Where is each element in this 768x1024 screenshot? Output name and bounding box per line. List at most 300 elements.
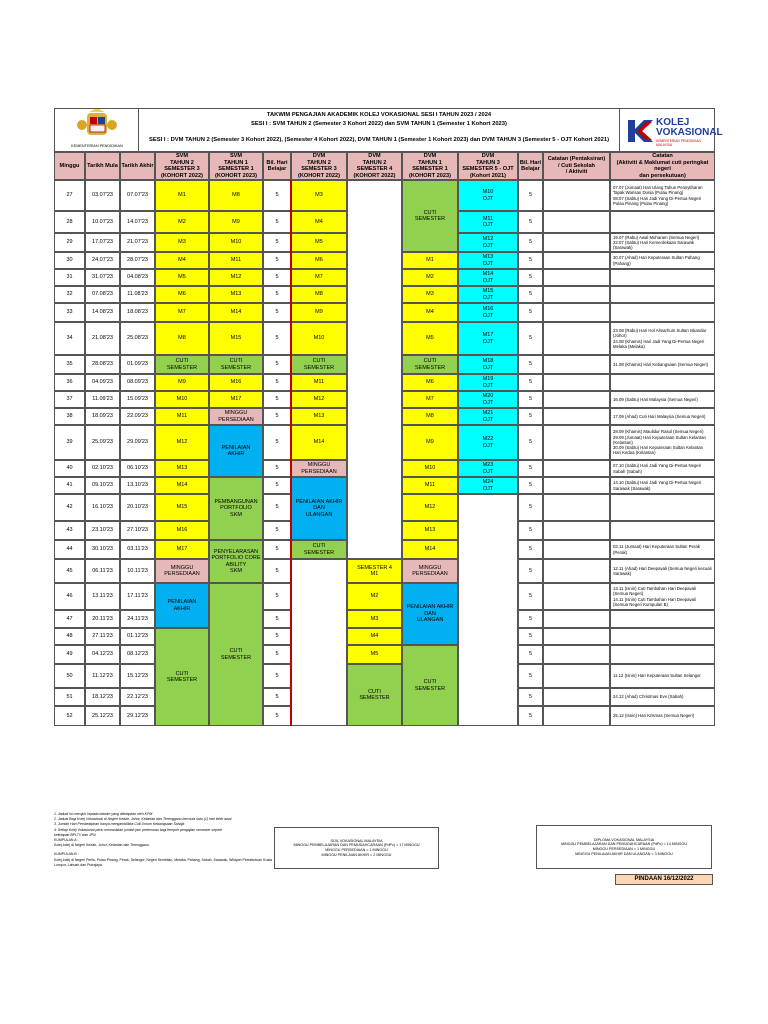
assessment-note-cell <box>543 269 610 286</box>
week-number: 34 <box>54 322 85 355</box>
footnote-line: KUMPULAN B : <box>54 852 79 857</box>
svm-study-days: 5 <box>263 425 291 460</box>
week-number: 29 <box>54 233 85 252</box>
week-number: 47 <box>54 610 85 628</box>
schedule-cell: CUTI SEMESTER <box>402 180 458 252</box>
end-date: 20.10'23 <box>120 494 155 521</box>
week-number: 40 <box>54 460 85 477</box>
schedule-cell: PENYELARASAN PORTFOLIO CORE ABILITY SKM <box>209 540 263 583</box>
holiday-note <box>610 211 715 233</box>
dvm-study-days: 5 <box>518 688 543 706</box>
holiday-note: 11.12 (Isnin) Hari Keputeraan Sultan Selangor <box>610 664 715 688</box>
schedule-cell: CUTI SEMESTER <box>155 355 209 374</box>
start-date: 28.08'23 <box>85 355 120 374</box>
schedule-cell: M5 <box>347 645 402 664</box>
schedule-cell: M21 OJT <box>458 408 518 425</box>
schedule-cell: M2 <box>155 211 209 233</box>
assessment-note-cell <box>543 494 610 521</box>
schedule-cell: MINGGU PERSEDIAAN <box>402 559 458 583</box>
schedule-cell: M15 <box>209 322 263 355</box>
assessment-note-cell <box>543 688 610 706</box>
schedule-cell: M1 <box>402 252 458 269</box>
footer-notes <box>54 812 274 882</box>
schedule-cell: M15 OJT <box>458 286 518 303</box>
column-header: SVM TAHUN 1 SEMESTER 1 (KOHORT 2023) <box>209 152 263 180</box>
dvm-study-days: 5 <box>518 610 543 628</box>
assessment-note-cell <box>543 706 610 726</box>
assessment-note-cell <box>543 559 610 583</box>
svm-study-days: 5 <box>263 303 291 322</box>
schedule-cell: M4 <box>347 628 402 645</box>
title-line-1: TAKWIM PENGAJIAN AKADEMIK KOLEJ VOKASIONAL SESI I TAHUN 2023 / 2024 <box>266 112 492 119</box>
start-date: 30.10'23 <box>85 540 120 559</box>
schedule-cell: M19 OJT <box>458 374 518 391</box>
schedule-cell: M3 <box>347 610 402 628</box>
schedule-cell: M5 <box>402 322 458 355</box>
week-number: 32 <box>54 286 85 303</box>
holiday-note: 24.12 (Ahad) Christmas Eve (Sabah) <box>610 688 715 706</box>
divider-rule <box>290 180 292 726</box>
end-date: 15.12'23 <box>120 664 155 688</box>
holiday-note: 13.11 (Isnin) Cuti Tambahan Hari Deepavali (Semua Negeri) 14.11 (Isnin) Cuti Tambahan Hari Deepavali (Semua Negeri Kumpulan B) <box>610 583 715 610</box>
schedule-cell: M18 OJT <box>458 355 518 374</box>
holiday-note: 23.08 (Rabu) Hari Hol Almarhum Sultan Iskandar (Johor) 24.08 (Khamis) Hari Jadi Yang Di-Pertua Negeri Melaka (Melaka) <box>610 322 715 355</box>
schedule-cell: PENILAIAN AKHIR DAN ULANGAN <box>402 583 458 645</box>
schedule-cell: M8 <box>291 286 347 303</box>
start-date: 27.11'23 <box>85 628 120 645</box>
svm-study-days: 5 <box>263 180 291 211</box>
schedule-cell: PEMBANGUNAN PORTFOLIO SKM <box>209 477 263 540</box>
schedule-cell: M17 OJT <box>458 322 518 355</box>
column-header: Catatan (Pentaksiran) / Cuti Sekolah / Aktiviti <box>543 152 610 180</box>
start-date: 04.12'23 <box>85 645 120 664</box>
logo-kolej-text: KOLEJ <box>656 117 690 128</box>
schedule-cell: PENILAIAN AKHIR DAN ULANGAN <box>291 477 347 540</box>
ministry-logo <box>55 109 139 153</box>
column-header: Bil. Hari Belajar <box>263 152 291 180</box>
dvm-summary-box: DIPLOMA VOKASIONAL MALAYSIA MINGGU PEMBELAJARAN DAN PEMUDAHCARAAN (PdPc) = 14 MINGGU MINGGU PERSEDIAAN = 1 MINGGU MINGGU PENILAIAN AKHIR DAN ULANGAN = 3 MINGGU <box>536 825 712 869</box>
schedule-cell: CUTI SEMESTER <box>291 355 347 374</box>
schedule-cell: M14 OJT <box>458 269 518 286</box>
week-number: 49 <box>54 645 85 664</box>
column-header: Catatan (Aktiviti & Maklumat cuti peringkat negeri dan persekutuan) <box>610 152 715 180</box>
schedule-cell: M11 <box>291 374 347 391</box>
start-date: 16.10'23 <box>85 494 120 521</box>
schedule-cell: M14 <box>291 425 347 460</box>
column-header: SVM TAHUN 2 SEMESTER 3 (KOHORT 2022) <box>155 152 209 180</box>
assessment-note-cell <box>543 521 610 540</box>
schedule-cell: M2 <box>347 583 402 610</box>
dvm-study-days: 5 <box>518 645 543 664</box>
schedule-cell: CUTI SEMESTER <box>291 540 347 559</box>
start-date: 02.10'23 <box>85 460 120 477</box>
schedule-cell: MINGGU PERSEDIAAN <box>155 559 209 583</box>
schedule-cell <box>347 180 402 559</box>
week-number: 37 <box>54 391 85 408</box>
holiday-note: 31.08 (Khamis) Hari Kebangsaan (Semua Negeri) <box>610 355 715 374</box>
start-date: 24.07'23 <box>85 252 120 269</box>
end-date: 21.07'23 <box>120 233 155 252</box>
end-date: 25.08'23 <box>120 322 155 355</box>
svm-study-days: 5 <box>263 391 291 408</box>
schedule-cell: M13 <box>402 521 458 540</box>
holiday-note: 28.09 (Khamis) Maulidur Rasul (Semua Negeri) 29.09 (Jumaat) Hari Keputeraan Sultan Kelantan (Kelantan) 30.09 (Sabtu) Hari Keputeraan Sultan Kelantan Hari Kedua (Kelantan) <box>610 425 715 460</box>
week-number: 51 <box>54 688 85 706</box>
end-date: 24.11'23 <box>120 610 155 628</box>
footnote-line: ketetapan BPLTV dan JPN. <box>54 832 97 837</box>
schedule-cell: M15 <box>155 494 209 521</box>
pindaan-label: PINDAAN 16/12/2022 <box>615 874 713 885</box>
start-date: 13.11'23 <box>85 583 120 610</box>
end-date: 29.12'23 <box>120 706 155 726</box>
schedule-cell: M24 OJT <box>458 477 518 494</box>
svm-study-days: 5 <box>263 408 291 425</box>
dvm-study-days: 5 <box>518 269 543 286</box>
week-number: 28 <box>54 211 85 233</box>
dvm-study-days: 5 <box>518 477 543 494</box>
schedule-cell: M16 OJT <box>458 303 518 322</box>
assessment-note-cell <box>543 408 610 425</box>
footnote-line: Kolej-kolej di Negeri Perlis, Pulau Pinang, Perak, Selangor, Negeri Sembilan, Melaka, Pahang, Sabah, Sarawak, Wilayah Persekutuan Kuala Lumpur, Labuan dan Putrajaya <box>54 857 273 867</box>
assessment-note-cell <box>543 233 610 252</box>
svm-study-days: 5 <box>263 688 291 706</box>
schedule-cell: M6 <box>155 286 209 303</box>
schedule-cell: M9 <box>155 374 209 391</box>
column-header: DVM TAHUN 2 SEMESTER 3 (KOHORT 2022) <box>291 152 347 180</box>
schedule-cell: PENILAIAN AKHIR <box>155 583 209 628</box>
assessment-note-cell <box>543 211 610 233</box>
schedule-cell: M14 <box>209 303 263 322</box>
start-date: 09.10'23 <box>85 477 120 494</box>
end-date: 22.09'23 <box>120 408 155 425</box>
schedule-cell: M7 <box>402 391 458 408</box>
schedule-cell: M16 <box>155 521 209 540</box>
svm-study-days: 5 <box>263 706 291 726</box>
svm-study-days: 5 <box>263 540 291 559</box>
column-header: DVM TAHUN 2 SEMESTER 4 (KOHORT 2022) <box>347 152 402 180</box>
week-number: 38 <box>54 408 85 425</box>
title-block <box>54 108 723 152</box>
schedule-cell: M10 <box>155 391 209 408</box>
schedule-cell: M3 <box>291 180 347 211</box>
svm-study-days: 5 <box>263 583 291 610</box>
dvm-study-days: 5 <box>518 180 543 211</box>
start-date: 23.10'23 <box>85 521 120 540</box>
dvm-study-days: 5 <box>518 559 543 583</box>
dvm-study-days: 5 <box>518 540 543 559</box>
schedule-cell: M9 <box>209 211 263 233</box>
schedule-cell: M12 <box>402 494 458 521</box>
svm-study-days: 5 <box>263 211 291 233</box>
kv-mark-icon <box>626 118 656 144</box>
end-date: 04.08'23 <box>120 269 155 286</box>
week-number: 35 <box>54 355 85 374</box>
end-date: 11.08'23 <box>120 286 155 303</box>
dvm-study-days: 5 <box>518 521 543 540</box>
schedule-cell: M4 <box>402 303 458 322</box>
schedule-cell: M5 <box>155 269 209 286</box>
svm-study-days: 5 <box>263 374 291 391</box>
start-date: 06.11'23 <box>85 559 120 583</box>
schedule-cell: M5 <box>291 233 347 252</box>
week-number: 44 <box>54 540 85 559</box>
column-header: Tarikh Akhir <box>120 152 155 180</box>
holiday-note: 07.07 (Jumaat) Hari Ulang Tahun Perisytiharan Tapak Warisan Dunia (Pulau Pinang) 08.07 (Sabtu) Hari Jadi Yang Di-Pertua Negeri Pulau Pinang (Pulau Pinang) <box>610 180 715 211</box>
schedule-cell: M13 <box>291 408 347 425</box>
column-header: Minggu <box>54 152 85 180</box>
start-date: 31.07'23 <box>85 269 120 286</box>
holiday-note: 30.07 (Ahad) Hari Keputeraan Sultan Pahang (Pahang) <box>610 252 715 269</box>
assessment-note-cell <box>543 425 610 460</box>
svm-study-days: 5 <box>263 269 291 286</box>
dvm-study-days: 5 <box>518 583 543 610</box>
start-date: 11.12'23 <box>85 664 120 688</box>
end-date: 14.07'23 <box>120 211 155 233</box>
svm-study-days: 5 <box>263 610 291 628</box>
start-date: 04.09'23 <box>85 374 120 391</box>
svm-study-days: 5 <box>263 664 291 688</box>
schedule-cell: M14 <box>402 540 458 559</box>
schedule-cell: CUTI SEMESTER <box>209 355 263 374</box>
holiday-note: 17.09 (Ahad) Cuti Hari Malaysia (Semua Negeri) <box>610 408 715 425</box>
schedule-cell: M4 <box>291 211 347 233</box>
schedule-cell: M11 OJT <box>458 211 518 233</box>
holiday-note <box>610 610 715 628</box>
schedule-cell: M7 <box>155 303 209 322</box>
schedule-cell <box>291 559 347 726</box>
kolej-vokasional-logo <box>619 109 723 153</box>
assessment-note-cell <box>543 645 610 664</box>
logo-sub-text: KEMENTERIAN PENDIDIKAN MALAYSIA <box>656 139 701 147</box>
schedule-cell: M14 <box>155 477 209 494</box>
end-date: 08.09'23 <box>120 374 155 391</box>
schedule-cell: M10 OJT <box>458 180 518 211</box>
dvm-study-days: 5 <box>518 286 543 303</box>
column-header: Tarikh Mula <box>85 152 120 180</box>
week-number: 41 <box>54 477 85 494</box>
holiday-note <box>610 521 715 540</box>
schedule-cell: M2 <box>402 269 458 286</box>
title-line-2: SESI I : SVM TAHUN 2 (Semester 3 Kohort 2022) dan SVM TAHUN 1 (Semester 1 Kohort 2023) <box>251 121 507 128</box>
start-date: 25.09'23 <box>85 425 120 460</box>
holiday-note: 25.12 (Isnin) Hari Krismas (Semua Negeri) <box>610 706 715 726</box>
dvm-study-days: 5 <box>518 664 543 688</box>
week-number: 39 <box>54 425 85 460</box>
assessment-note-cell <box>543 286 610 303</box>
week-number: 42 <box>54 494 85 521</box>
start-date: 03.07'23 <box>85 180 120 211</box>
svm-study-days: 5 <box>263 322 291 355</box>
end-date: 01.12'23 <box>120 628 155 645</box>
holiday-note <box>610 269 715 286</box>
schedule-cell: M4 <box>155 252 209 269</box>
schedule-cell: MINGGU PERSEDIAAN <box>291 460 347 477</box>
week-number: 48 <box>54 628 85 645</box>
end-date: 10.11'23 <box>120 559 155 583</box>
schedule-cell: M12 OJT <box>458 233 518 252</box>
schedule-cell: M20 OJT <box>458 391 518 408</box>
week-number: 30 <box>54 252 85 269</box>
assessment-note-cell <box>543 180 610 211</box>
dvm-study-days: 5 <box>518 355 543 374</box>
holiday-note: 16.09 (Sabtu) Hari Malaysia (Semua Negeri) <box>610 391 715 408</box>
schedule-cell: M6 <box>291 252 347 269</box>
svm-study-days: 5 <box>263 460 291 477</box>
schedule-cell: M17 <box>209 391 263 408</box>
assessment-note-cell <box>543 610 610 628</box>
assessment-note-cell <box>543 322 610 355</box>
schedule-cell: M9 <box>291 303 347 322</box>
schedule-cell: M11 <box>209 252 263 269</box>
svm-study-days: 5 <box>263 233 291 252</box>
footnote-line: Kolej-kolej di Negeri Kedah, Johor, Kelantan dan Terengganu. <box>54 843 150 848</box>
week-number: 36 <box>54 374 85 391</box>
dvm-study-days: 5 <box>518 494 543 521</box>
schedule-cell: M23 OJT <box>458 460 518 477</box>
dvm-study-days: 5 <box>518 628 543 645</box>
title-line-3: SESI I : DVM TAHUN 2 (Semester 3 Kohort 2022), (Semester 4 Kohort 2022), DVM TAHUN 1 (Semester 1 Kohort 2023) dan DVM TAHUN 3 (Semester 5 - OJT Kohort 2021) <box>149 137 609 143</box>
end-date: 08.12'23 <box>120 645 155 664</box>
dvm-study-days: 5 <box>518 374 543 391</box>
end-date: 15.09'23 <box>120 391 155 408</box>
svm-study-days: 5 <box>263 355 291 374</box>
end-date: 18.08'23 <box>120 303 155 322</box>
holiday-note <box>610 645 715 664</box>
schedule-cell: CUTI SEMESTER <box>155 628 209 726</box>
start-date: 25.12'23 <box>85 706 120 726</box>
assessment-note-cell <box>543 477 610 494</box>
dvm-study-days: 5 <box>518 233 543 252</box>
schedule-cell: M10 <box>291 322 347 355</box>
schedule-cell: M13 OJT <box>458 252 518 269</box>
schedule-cell: M9 <box>402 425 458 460</box>
footnote-line: 3. Jumlah Hari Pembelajaran hanya mengambilkira Cuti Umum Kebangsaan Sahaja <box>54 822 185 827</box>
holiday-note: 19.07 (Rabu) Awal Muharam (Semua Negeri) 22.07 (Sabtu) Hari Kemerdekaan Sarawak (Sarawak) <box>610 233 715 252</box>
schedule-cell: M11 <box>402 477 458 494</box>
dvm-study-days: 5 <box>518 322 543 355</box>
svm-study-days: 5 <box>263 477 291 494</box>
schedule-cell: CUTI SEMESTER <box>402 645 458 726</box>
dvm-study-days: 5 <box>518 408 543 425</box>
week-number: 50 <box>54 664 85 688</box>
logo-vokasional-text: VOKASIONAL <box>656 127 723 138</box>
schedule-cell: M10 <box>209 233 263 252</box>
assessment-note-cell <box>543 583 610 610</box>
dvm-study-days: 5 <box>518 706 543 726</box>
footnote-line: KUMPULAN A : <box>54 838 79 843</box>
end-date: 07.07'23 <box>120 180 155 211</box>
schedule-cell: PENILAIAN AKHIR <box>209 425 263 477</box>
svm-study-days: 5 <box>263 628 291 645</box>
schedule-cell: M12 <box>155 425 209 460</box>
end-date: 29.09'23 <box>120 425 155 460</box>
end-date: 03.11'23 <box>120 540 155 559</box>
end-date: 22.12'23 <box>120 688 155 706</box>
schedule-cell: M17 <box>155 540 209 559</box>
holiday-note <box>610 628 715 645</box>
column-header: DVM TAHUN 3 SEMESTER 5 - OJT (Kohort 2021) <box>458 152 518 180</box>
start-date: 07.08'23 <box>85 286 120 303</box>
dvm-study-days: 5 <box>518 460 543 477</box>
start-date: 11.09'23 <box>85 391 120 408</box>
schedule-cell: CUTI SEMESTER <box>209 583 263 726</box>
svm-study-days: 5 <box>263 252 291 269</box>
end-date: 13.10'23 <box>120 477 155 494</box>
assessment-note-cell <box>543 628 610 645</box>
schedule-cell: M22 OJT <box>458 425 518 460</box>
schedule-cell: M7 <box>291 269 347 286</box>
week-number: 27 <box>54 180 85 211</box>
schedule-cell: M8 <box>155 322 209 355</box>
assessment-note-cell <box>543 355 610 374</box>
column-header: Bil. Hari Belajar <box>518 152 543 180</box>
svm-study-days: 5 <box>263 494 291 521</box>
schedule-cell: M3 <box>402 286 458 303</box>
schedule-cell: M3 <box>155 233 209 252</box>
calendar-sheet <box>54 108 723 810</box>
week-number: 31 <box>54 269 85 286</box>
schedule-cell: CUTI SEMESTER <box>347 664 402 726</box>
dvm-study-days: 5 <box>518 391 543 408</box>
assessment-note-cell <box>543 374 610 391</box>
week-number: 43 <box>54 521 85 540</box>
dvm-study-days: 5 <box>518 211 543 233</box>
schedule-cell: M12 <box>291 391 347 408</box>
start-date: 10.07'23 <box>85 211 120 233</box>
schedule-cell: M8 <box>209 180 263 211</box>
week-number: 45 <box>54 559 85 583</box>
start-date: 18.09'23 <box>85 408 120 425</box>
svm-summary-box: SIJIL VOKASIONAL MALAYSIA MINGGU PEMBELAJARAN DAN PEMUDAHCARAAN (PdPc) = 17 MINGGU MINGGU PERSEDIAAN = 1 MINGGU MINGGU PENILAIAN AKHIR = 2 MINGGU <box>274 827 439 869</box>
schedule-cell: M6 <box>402 374 458 391</box>
week-number: 52 <box>54 706 85 726</box>
week-number: 33 <box>54 303 85 322</box>
schedule-cell: M1 <box>155 180 209 211</box>
holiday-note <box>610 494 715 521</box>
schedule-cell: M8 <box>402 408 458 425</box>
svm-study-days: 5 <box>263 645 291 664</box>
dvm-study-days: 5 <box>518 303 543 322</box>
ministry-label: KEMENTERIAN PENDIDIKAN <box>71 143 123 148</box>
assessment-note-cell <box>543 664 610 688</box>
holiday-note: 12.11 (Ahad) Hari Deepavali (Semua Negeri kecuali Sarawak) <box>610 559 715 583</box>
end-date: 28.07'23 <box>120 252 155 269</box>
dvm-study-days: 5 <box>518 252 543 269</box>
start-date: 18.12'23 <box>85 688 120 706</box>
schedule-cell: M12 <box>209 269 263 286</box>
svm-study-days: 5 <box>263 559 291 583</box>
schedule-cell: M16 <box>209 374 263 391</box>
schedule-cell: M13 <box>155 460 209 477</box>
assessment-note-cell <box>543 303 610 322</box>
schedule-cell <box>458 494 518 726</box>
start-date: 14.08'23 <box>85 303 120 322</box>
start-date: 17.07'23 <box>85 233 120 252</box>
footnote-line: 4. Setiap Kolej Vokasional perlu memastikan jumlah jam pertemuan bagi tempoh pengajian semester seperti <box>54 827 222 832</box>
dvm-study-days: 5 <box>518 425 543 460</box>
end-date: 27.10'23 <box>120 521 155 540</box>
start-date: 20.11'23 <box>85 610 120 628</box>
end-date: 17.11'23 <box>120 583 155 610</box>
holiday-note: 14.10 (Sabtu) Hari Jadi Yang Di-Pertua Negeri Sarawak (Sarawak) <box>610 477 715 494</box>
assessment-note-cell <box>543 540 610 559</box>
assessment-note-cell <box>543 391 610 408</box>
svm-study-days: 5 <box>263 521 291 540</box>
end-date: 06.10'23 <box>120 460 155 477</box>
schedule-cell: M11 <box>155 408 209 425</box>
week-number: 46 <box>54 583 85 610</box>
footnote-line: 1. Jadual ini merujuk kepada takwim yang ditetapkan oleh KPM <box>54 812 153 816</box>
